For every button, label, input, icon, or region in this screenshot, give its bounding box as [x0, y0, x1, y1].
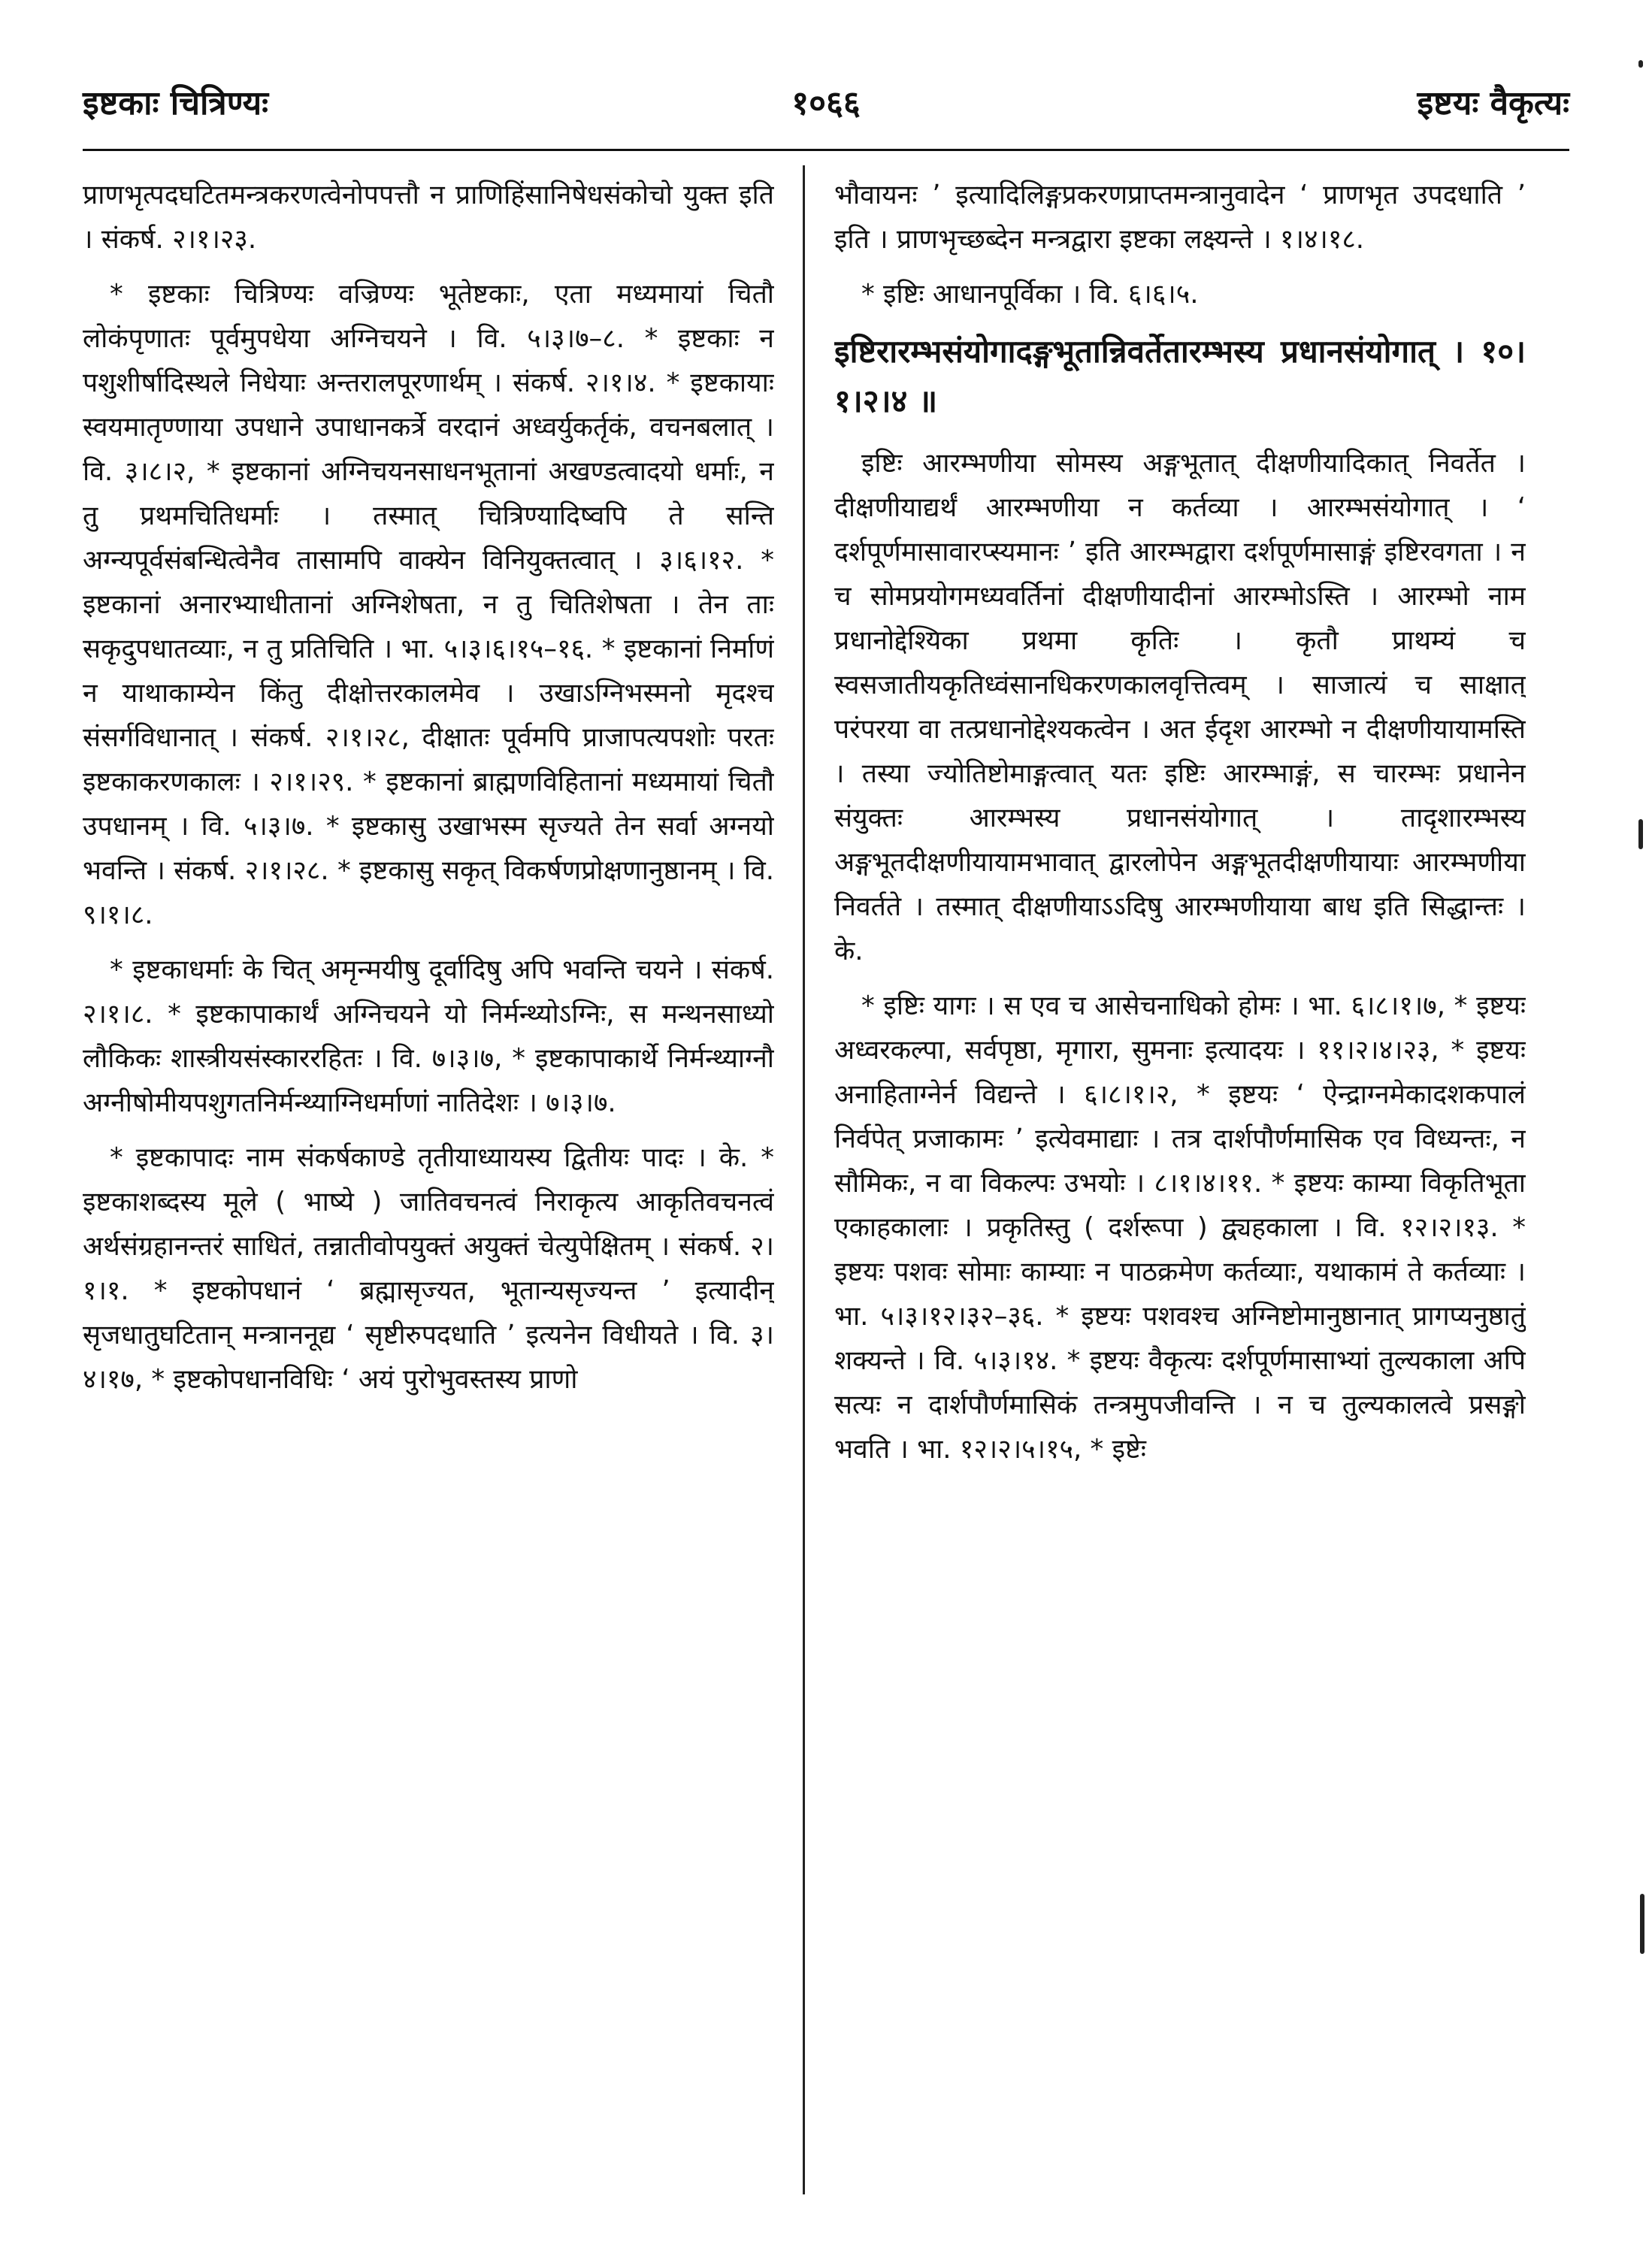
header-left-title: इष्टकाः चित्रिण्यः — [83, 84, 269, 122]
left-paragraph: * इष्टकापादः नाम संकर्षकाण्डे तृतीयाध्यायस्य द्वितीयः पादः । के. * इष्टकाशब्दस्य मूले ( भाष्ये ) जातिवचनत्वं निराकृत्य आकृतिवचनत्वं अर्थसंग्रहानन्तरं साधितं, तन्नातीवोपयुक्तं अयुक्तं चेत्युपेक्षितम् । संकर्ष. २।१।१. * इष्टकोपधानं ‘ ब्रह्मासृज्यत, भूतान्यसृज्यन्त ’ इत्यादीन् सृजधातुघटितान् मन्त्राननूद्य ‘ सृष्टीरुपदधाति ’ इत्यनेन विधीयते । वि. ३।४।१७, * इष्टकोपधानविधिः ‘ अयं पुरोभुवस्तस्य प्राणो — [83, 1142, 774, 1395]
column-divider — [803, 165, 805, 2194]
right-paragraph: * इष्टिः आधानपूर्विका । वि. ६।६।५. — [861, 279, 1199, 310]
left-column — [83, 173, 774, 2187]
right-paragraph: भौवायनः ’ इत्यादिलिङ्गप्रकरणप्राप्तमन्त्रानुवादेन ‘ प्राणभृत उपदधाति ’ इति । प्राणभृच्छब्देन मन्त्रद्वारा इष्टका लक्ष्यन्ते । १।४।१८. — [834, 180, 1526, 255]
header-right-title: इष्टयः वैकृत्यः — [1417, 84, 1569, 122]
right-column — [834, 173, 1526, 2187]
page-number: १०६६ — [791, 84, 861, 122]
running-header — [83, 79, 1569, 139]
left-paragraph: * इष्टकाधर्माः के चित् अमृन्मयीषु दूर्वादिषु अपि भवन्ति चयने । संकर्ष. २।१।८. * इष्टकापाकार्थं अग्निचयने यो निर्मन्थ्योऽग्निः, स मन्थनसाध्यो लौकिकः शास्त्रीयसंस्काररहितः । वि. ७।३।७, * इष्टकापाकार्थे निर्मन्थ्याग्नौ अग्नीषोमीयपशुगतनिर्मन्थ्याग्निधर्माणां नातिदेशः । ७।३।७. — [83, 954, 774, 1118]
header-rule — [83, 149, 1569, 151]
margin-mark — [1638, 819, 1643, 849]
right-paragraph: इष्टिः आरम्भणीया सोमस्य अङ्गभूतात् दीक्षणीयादिकात् निवर्तेत । दीक्षणीयाद्यर्थं आरम्भणीया न कर्तव्या । आरम्भसंयोगात् । ‘ दर्शपूर्णमासावारप्स्यमानः ’ इति आरम्भद्वारा दर्शपूर्णमासाङ्गं इष्टिरवगता । न च सोमप्रयोगमध्यवर्तिनां दीक्षणीयादीनां आरम्भोऽस्ति । आरम्भो नाम प्रधानोद्देश्यिका प्रथमा कृतिः । कृतौ प्राथम्यं च स्वसजातीयकृतिध्वंसानधिकरणकालवृत्तित्वम् । साजात्यं च साक्षात् परंपरया वा तत्प्रधानोद्देश्यकत्वेन । अत ईदृश आरम्भो न दीक्षणीयायामस्ति । तस्या ज्योतिष्टोमाङ्गत्वात् यतः इष्टिः आरम्भाङ्गं, स चारम्भः प्रधानेन संयुक्तः आरम्भस्य प्रधानसंयोगात् । तादृशारम्भस्य अङ्गभूतदीक्षणीयायामभावात् द्वारलोपेन अङ्गभूतदीक्षणीयायाः आरम्भणीया निवर्तते । तस्मात् दीक्षणीयाऽऽदिषु आरम्भणीयाया बाध इति सिद्धान्तः । के. — [834, 448, 1526, 966]
margin-mark — [1640, 1894, 1644, 1954]
sutra-heading: इष्टिरारम्भसंयोगादङ्गभूतान्निवर्तेतारम्भस्य प्रधानसंयोगात् । १०।१।२।४ ॥ — [834, 333, 1526, 419]
right-paragraph: * इष्टिः यागः । स एव च आसेचनाधिको होमः । भा. ६।८।१।७, * इष्टयः अध्वरकल्पा, सर्वपृष्ठा, मृगारा, सुमनाः इत्यादयः । ११।२।४।२३, * इष्टयः अनाहिताग्नेर्न विद्यन्ते । ६।८।१।२, * इष्टयः ‘ ऐन्द्राग्नमेकादशकपालं निर्वपेत् प्रजाकामः ’ इत्येवमाद्याः । तत्र दार्शपौर्णमासिक एव विध्यन्तः, न सौमिकः, न वा विकल्पः उभयोः । ८।१।४।११. * इष्टयः काम्या विकृतिभूता एकाहकालाः । प्रकृतिस्तु ( दर्शरूपा ) द्व्यहकाला । वि. १२।२।१३. * इष्टयः पशवः सोमाः काम्याः न पाठक्रमेण कर्तव्याः, यथाकामं ते कर्तव्याः । भा. ५।३।१२।३२–३६. * इष्टयः पशवश्च अग्निष्टोमानुष्ठानात् प्रागप्यनुष्ठातुं शक्यन्ते । वि. ५।३।१४. * इष्टयः वैकृत्यः दर्शपूर्णमासाभ्यां तुल्यकाला अपि सत्यः न दार्शपौर्णमासिकं तन्त्रमुपजीवन्ति । न च तुल्यकालत्वे प्रसङ्गो भवति । भा. १२।२।५।१५, * इष्टेः — [834, 990, 1526, 1465]
left-paragraph: प्राणभृत्पदघटितमन्त्रकरणत्वेनोपपत्तौ न प्राणिहिंसानिषेधसंकोचो युक्त इति । संकर्ष. २।१।२३. — [83, 180, 774, 255]
left-paragraph: * इष्टकाः चित्रिण्यः वज्रिण्यः भूतेष्टकाः, एता मध्यमायां चितौ लोकंपृणातः पूर्वमुपधेया अग्निचयने । वि. ५।३।७–८. * इष्टकाः न पशुशीर्षादिस्थले निधेयाः अन्तरालपूरणार्थम् । संकर्ष. २।१।४. * इष्टकायाः स्वयमातृण्णाया उपधाने उपाधानकर्त्रे वरदानं अध्वर्युकर्तृकं, वचनबलात् । वि. ३।८।२, * इष्टकानां अग्निचयनसाधनभूतानां अखण्डत्वादयो धर्माः, न तु प्रथमचितिधर्माः । तस्मात् चित्रिण्यादिष्वपि ते सन्ति अग्न्यपूर्वसंबन्धित्वेनैव तासामपि वाक्येन विनियुक्तत्वात् । ३।६।१२. * इष्टकानां अनारभ्याधीतानां अग्निशेषता, न तु चितिशेषता । तेन ताः सकृदुपधातव्याः, न तु प्रतिचिति । भा. ५।३।६।१५–१६. * इष्टकानां निर्माणं न याथाकाम्येन किंतु दीक्षोत्तरकालमेव । उखाऽग्निभस्मनो मृदश्च संसर्गविधानात् । संकर्ष. २।१।२८, दीक्षातः पूर्वमपि प्राजापत्यपशोः परतः इष्टकाकरणकालः । २।१।२९. * इष्टकानां ब्राह्मणविहितानां मध्यमायां चितौ उपधानम् । वि. ५।३।७. * इष्टकासु उखाभस्म सृज्यते तेन सर्वा अग्नयो भवन्ति । संकर्ष. २।१।२८. * इष्टकासु सकृत् विकर्षणप्रोक्षणानुष्ठानम् । वि. ९।१।८. — [83, 279, 774, 930]
margin-mark — [1638, 60, 1643, 68]
